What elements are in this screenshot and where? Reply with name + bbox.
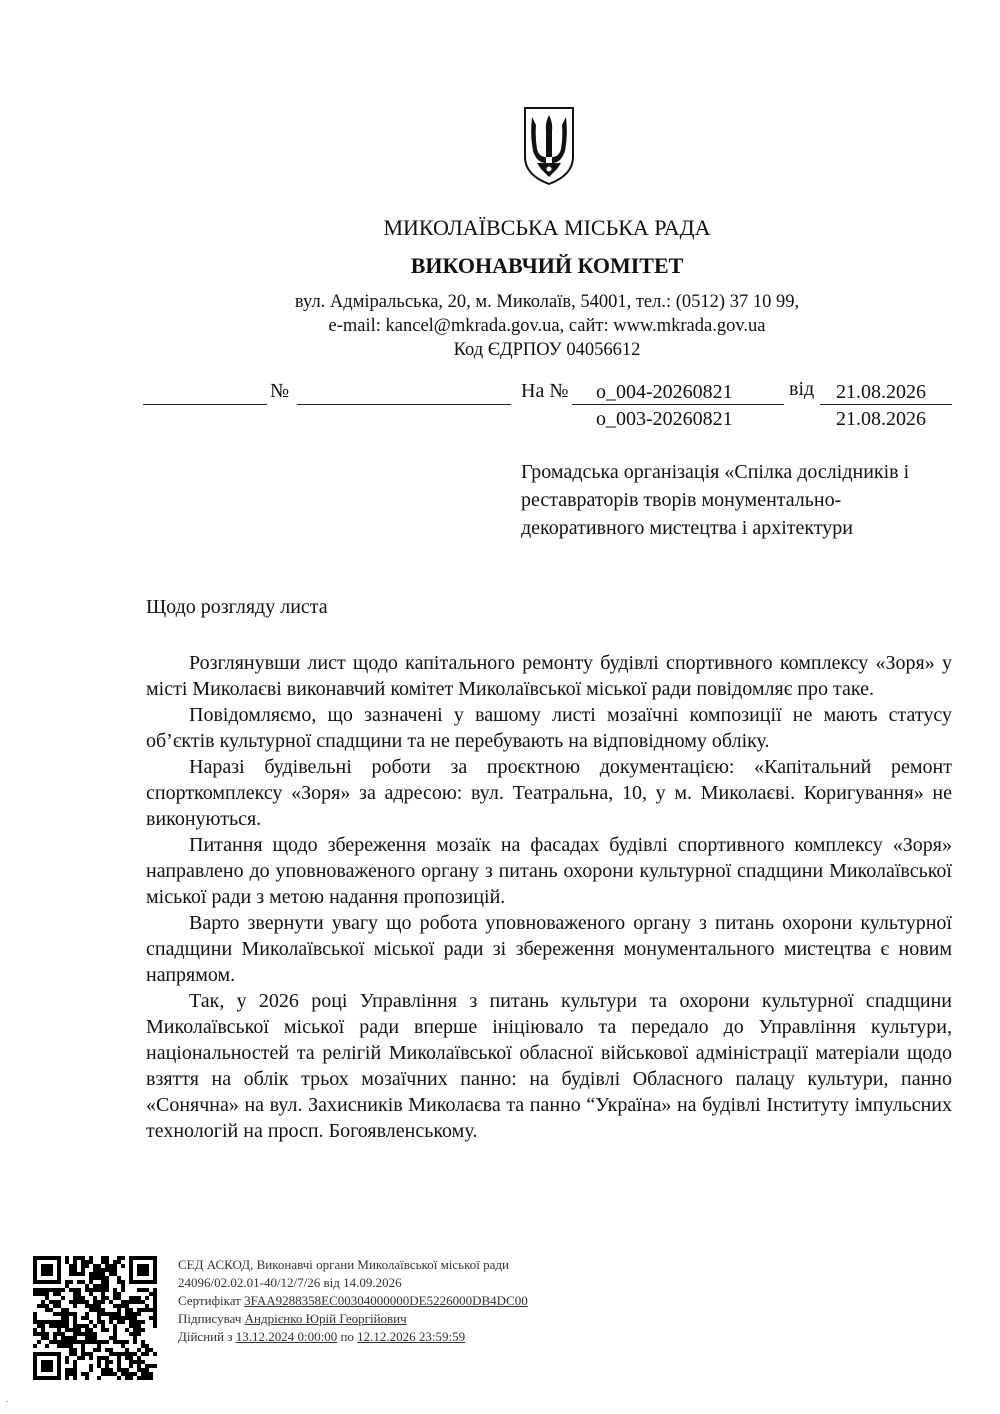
body-paragraph: Повідомляємо, що зазначені у вашому листі мозаїчні композиції не мають статусу об’єктів культурної спадщини та не перебувають на відповідному обліку. xyxy=(146,704,952,752)
from-label: від xyxy=(789,378,815,400)
body-paragraph: Наразі будівельні роботи за проєктною документацією: «Капітальний ремонт спорткомплексу «Зоря» за адресою: вул. Театральна, 10, у м. Миколаєві. Коригування» не виконуються. xyxy=(146,756,952,830)
council-name: МИКОЛАЇВСЬКА МІСЬКА РАДА xyxy=(383,215,711,240)
qr-code-icon xyxy=(33,1256,157,1380)
reply-date-underline xyxy=(820,404,952,405)
validity-mid: по xyxy=(340,1329,354,1344)
stamp-doc-line: 24096/02.02.01-40/12/7/26 від 14.09.2026 xyxy=(178,1275,402,1290)
contact-line: e-mail: kancel@mkrada.gov.ua, сайт: www.mkrada.gov.ua xyxy=(328,316,766,336)
reply-number-underline xyxy=(572,404,784,405)
trident-coat-of-arms-icon xyxy=(521,105,577,187)
reply-to-label: На № xyxy=(521,380,569,402)
committee-name: ВИКОНАВЧИЙ КОМІТЕТ xyxy=(410,253,684,278)
stamp-validity-line xyxy=(178,1328,528,1346)
body-paragraph: Питання щодо збереження мозаїк на фасадах будівлі спортивного комплексу «Зоря» направлено до уповноваженого органу з питань охорони культурної спадщини Миколаївської міської ради з метою надання пропозицій. xyxy=(146,834,952,908)
outgoing-date-blank xyxy=(143,404,267,405)
signer-value: Андрієнко Юрій Георгійович xyxy=(244,1311,407,1326)
body-paragraph: Варто звернути увагу що робота уповноваженого органу з питань охорони культурної спадщини Миколаївської міської ради зі збереження монументального мистецтва є новим напрямом. xyxy=(146,912,952,986)
valid-from: 13.12.2024 0:00:00 xyxy=(235,1329,338,1344)
edrpou-line: Код ЄДРПОУ 04056612 xyxy=(453,340,641,360)
address-line: вул. Адміральська, 20, м. Миколаїв, 54001, тел.: (0512) 37 10 99, xyxy=(294,292,800,312)
e-signature-stamp xyxy=(178,1256,528,1346)
body-paragraph: Розглянувши лист щодо капітального ремонту будівлі спортивного комплексу «Зоря» у місті Миколаєві виконавчий комітет Миколаївської міської ради повідомляє про таке. xyxy=(146,652,952,700)
certificate-value: 3FAA9288358EC00304000000DE5226000DB4DC00 xyxy=(244,1293,528,1308)
stamp-signer-line xyxy=(178,1310,528,1328)
valid-to: 12.12.2026 23:59:59 xyxy=(357,1329,466,1344)
reply-number-2: о_003-20260821 xyxy=(596,408,733,430)
letter-body xyxy=(146,650,952,1144)
recipient-block: Громадська організація «Спілка дослідників і реставраторів творів монументально-декоративного мистецтва і архітектури xyxy=(521,461,910,539)
number-label: № xyxy=(270,380,290,402)
subject-line: Щодо розгляду листа xyxy=(146,596,328,618)
stamp-system-line: СЕД АСКОД, Виконавчі органи Миколаївської міської ради xyxy=(178,1257,509,1272)
reply-date-1: 21.08.2026 xyxy=(836,381,926,403)
stamp-certificate-line xyxy=(178,1292,528,1310)
body-paragraph: Так, у 2026 році Управління з питань культури та охорони культурної спадщини Миколаївської міської ради вперше ініціювало та передало до Управління культури, національностей та релігій Миколаївської обласної військової адміністрації матеріали щодо взяття на облік трьох мозаїчних панно: на будівлі Обласного палацу культури, панно «Сонячна» на вул. Захисників Миколаєва та панно “Україна» на будівлі Інституту імпульсних технологій на просп. Богоявленському. xyxy=(146,990,952,1142)
certificate-label: Сертифікат xyxy=(178,1293,241,1308)
validity-prefix: Дійсний з xyxy=(178,1329,233,1344)
reply-date-2: 21.08.2026 xyxy=(836,408,926,430)
page-mark: . xyxy=(6,1394,9,1405)
signer-label: Підписувач xyxy=(178,1311,242,1326)
reply-number-1: о_004-20260821 xyxy=(596,381,733,403)
outgoing-number-blank xyxy=(297,404,511,405)
